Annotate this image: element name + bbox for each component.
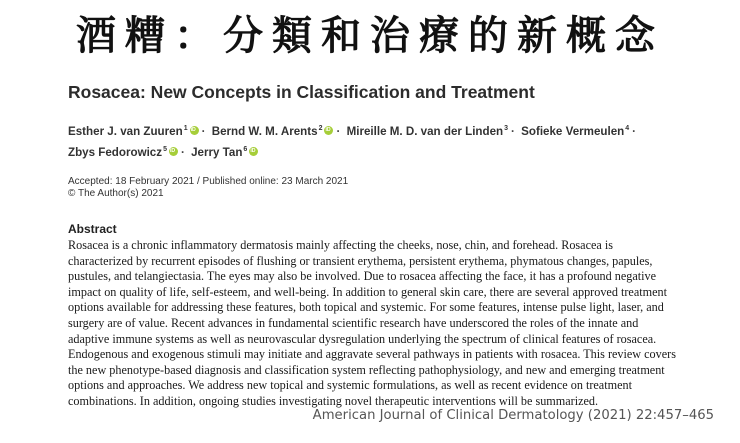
author-3 bbox=[347, 125, 508, 138]
author-list bbox=[68, 120, 668, 162]
publication-dates: Accepted: 18 February 2021 / Published online: 23 March 2021 bbox=[68, 176, 349, 187]
abstract-text: Rosacea is a chronic inflammatory dermatosis mainly affecting the cheeks, nose, chin, and forehead. Rosacea is characterized by recurrent episodes of flushing or transient erythema, persistent erythema, phymatous changes, papules, pustules, and telangiectasia. The eyes may also be involved. Due to rosacea affecting the face, it has a profound negative impact on quality of life, self-esteem, and well-being. In addition to general skin care, there are several approved treatment options available for addressing these features, both topical and systemic. For some features, intense pulse light, laser, and surgery are of value. Recent advances in fundamental scientific research have underscored the roles of the innate and adaptive immune systems as well as neurovascular dysregulation underlying the spectrum of clinical features of rosacea. Endogenous and exogenous stimuli may initiate and aggravate several pathways in patients with rosacea. This review covers the new phenotype-based diagnosis and classification system reflecting pathophysiology, and new and emerging treatment options and approaches. We address new topical and systemic formulations, as well as recent evidence on treatment combinations. In addition, ongoing studies investigating novel therapeutic interventions will be summarized. bbox=[68, 238, 676, 408]
author-separator: · bbox=[336, 125, 341, 138]
author-2 bbox=[212, 125, 334, 138]
author-separator: · bbox=[632, 125, 637, 138]
affiliation-number: 3 bbox=[504, 125, 509, 132]
chinese-title: 酒糟：分類和治療的新概念 bbox=[76, 13, 664, 59]
author-6 bbox=[191, 146, 258, 159]
affiliation-number: 6 bbox=[243, 146, 248, 153]
author-4 bbox=[521, 125, 629, 138]
affiliation-number: 2 bbox=[318, 125, 323, 132]
abstract-heading: Abstract bbox=[68, 222, 117, 236]
affiliation-number: 1 bbox=[183, 125, 188, 132]
author-1 bbox=[68, 125, 199, 138]
orcid-icon[interactable] bbox=[249, 147, 258, 156]
author-name: Zbys Fedorowicz bbox=[68, 146, 163, 159]
author-name: Mireille M. D. van der Linden bbox=[346, 125, 504, 138]
author-name: Sofieke Vermeulen bbox=[521, 125, 625, 138]
author-name: Jerry Tan bbox=[191, 146, 243, 159]
publication-info bbox=[68, 176, 348, 200]
author-name: Esther J. van Zuuren bbox=[68, 125, 183, 138]
author-name: Bernd W. M. Arents bbox=[211, 125, 318, 138]
affiliation-number: 4 bbox=[625, 125, 630, 132]
author-separator: · bbox=[201, 125, 206, 138]
orcid-icon[interactable] bbox=[190, 126, 199, 135]
author-5 bbox=[68, 146, 178, 159]
orcid-icon[interactable] bbox=[169, 147, 178, 156]
copyright-notice: © The Author(s) 2021 bbox=[68, 188, 164, 199]
author-separator: · bbox=[511, 125, 515, 138]
orcid-icon[interactable] bbox=[324, 126, 333, 135]
journal-citation: American Journal of Clinical Dermatology (2021) 22:457–465 bbox=[312, 408, 714, 423]
affiliation-number: 5 bbox=[163, 146, 167, 153]
article-title: Rosacea: New Concepts in Classification and Treatment bbox=[68, 82, 535, 102]
author-separator: · bbox=[180, 146, 185, 159]
